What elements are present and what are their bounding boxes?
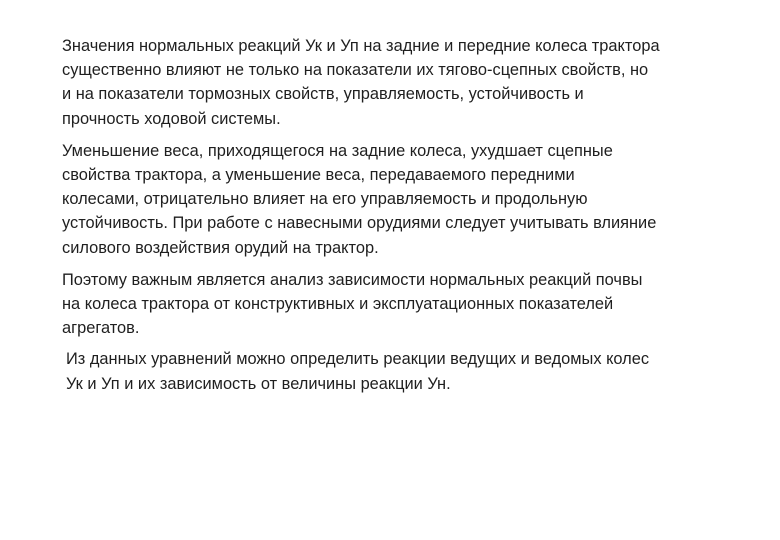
paragraph-3-line-1: Поэтому важным является анализ зависимости нормальных реакций почвы xyxy=(62,270,643,289)
paragraph-3-line-2: на колеса трактора от конструктивных и эксплуатационных показателей xyxy=(62,295,614,314)
paragraph-3-line-3: агрегатов. xyxy=(62,319,140,338)
paragraph-1-line-2: существенно влияют не только на показатели их тягово-сцепных свойств, но xyxy=(62,61,649,80)
paragraph-1 xyxy=(62,34,752,131)
paragraph-2-line-1: Уменьшение веса, приходящегося на задние колеса, ухудшает сцепные xyxy=(62,141,613,160)
paragraph-1-line-1: Значения нормальных реакций Ук и Уп на задние и передние колеса трактора xyxy=(62,37,660,55)
slide-body-text xyxy=(62,34,752,396)
paragraph-3 xyxy=(62,268,752,341)
paragraph-2-line-5: силового воздействия орудий на трактор. xyxy=(62,238,379,257)
paragraph-4 xyxy=(62,347,752,395)
paragraph-4-line-1: Из данных уравнений можно определить реакции ведущих и ведомых колес xyxy=(66,350,650,369)
paragraph-4-line-2: Ук и Уп и их зависимость от величины реакции Ун. xyxy=(66,374,451,393)
paragraph-2 xyxy=(62,139,752,260)
paragraph-2-line-4: устойчивость. При работе с навесными орудиями следует учитывать влияние xyxy=(62,214,657,233)
paragraph-1-line-4: прочность ходовой системы. xyxy=(62,109,281,128)
paragraph-2-line-3: колесами, отрицательно влияет на его управляемость и продольную xyxy=(62,190,588,209)
paragraph-1-line-3: и на показатели тормозных свойств, управляемость, устойчивость и xyxy=(62,85,584,104)
paragraph-2-line-2: свойства трактора, а уменьшение веса, передаваемого передними xyxy=(62,166,575,185)
